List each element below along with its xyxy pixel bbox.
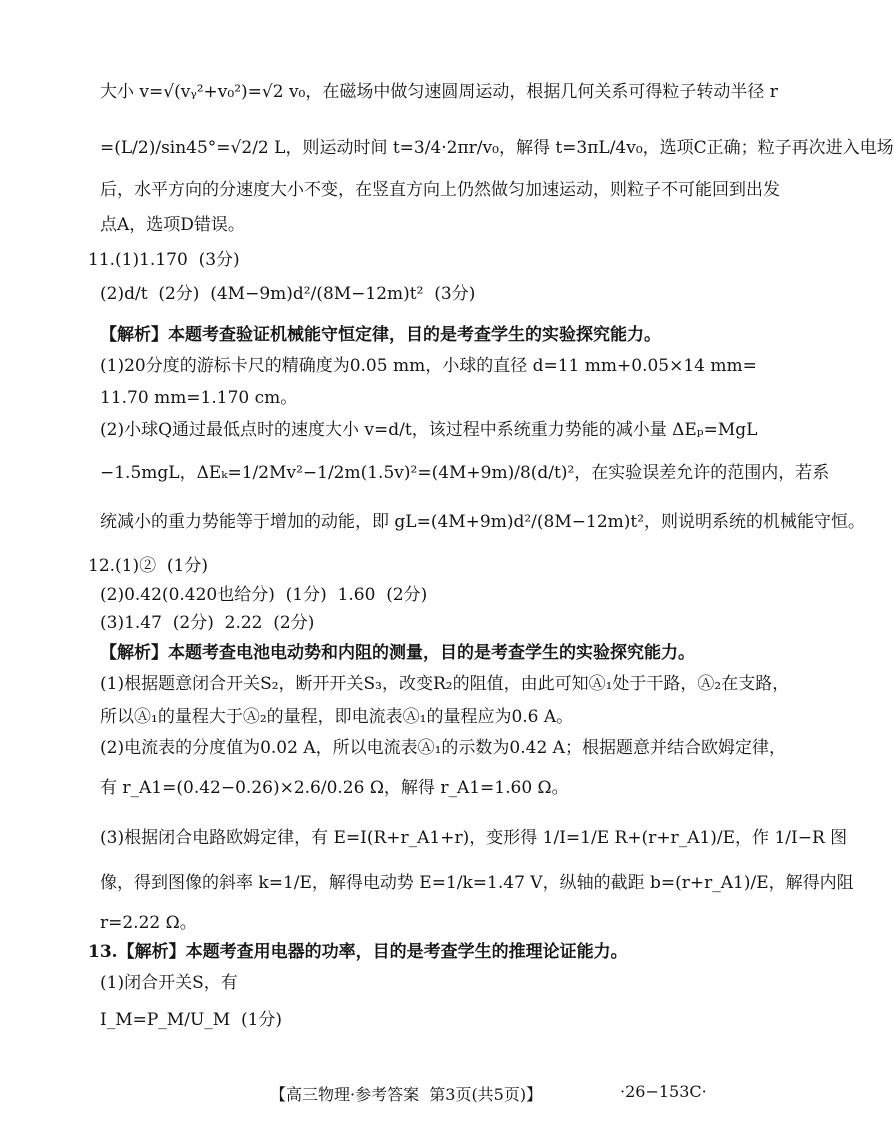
line-18: 所以Ⓐ₁的量程大于Ⓐ₂的量程，即电流表Ⓐ₁的量程应为0.6 A。: [100, 707, 574, 727]
line-4: 点A，选项D错误。: [100, 215, 245, 235]
line-23: r=2.22 Ω。: [100, 913, 197, 933]
line-19: (2)电流表的分度值为0.02 A，所以电流表Ⓐ₁的示数为0.42 A；根据题意并结合欧姆定律，: [100, 738, 786, 758]
line-9: 11.70 mm=1.170 cm。: [100, 388, 298, 408]
line-26: I_M=P_M/U_M (1分): [100, 1010, 283, 1030]
line-12: 统减小的重力势能等于增加的动能，即 gL=(4M+9m)d²/(8M−12m)t²，则说明系统的机械能守恒。: [100, 512, 866, 532]
q12-answer-1: 12.(1)② (1分): [88, 556, 209, 576]
page-footer-title: 【高三物理·参考答案 第3页(共5页)】: [270, 1085, 543, 1104]
line-2: =(L/2)/sin45°=√2/2 L，则运动时间 t=3/4·2πr/v₀，解得 t=3πL/4v₀，选项C正确；粒子再次进入电场: [100, 138, 894, 158]
line-21: (3)根据闭合电路欧姆定律，有 E=I(R+r_A1+r)，变形得 1/I=1/E R+(r+r_A1)/E，作 1/I−R 图: [100, 828, 848, 848]
q12-analysis-heading: 【解析】本题考查电池电动势和内阻的测量，目的是考查学生的实验探究能力。: [100, 643, 695, 663]
line-22: 像，得到图像的斜率 k=1/E，解得电动势 E=1/k=1.47 V，纵轴的截距 b=(r+r_A1)/E，解得内阻: [100, 873, 854, 893]
line-8: (1)20分度的游标卡尺的精确度为0.05 mm，小球的直径 d=11 mm+0.05×14 mm=: [100, 356, 757, 376]
q12-answer-3: (3)1.47 (2分) 2.22 (2分): [100, 613, 315, 633]
line-1: 大小 v=√(vᵧ²+v₀²)=√2 v₀，在磁场中做匀速圆周运动，根据几何关系可得粒子转动半径 r: [100, 82, 778, 102]
q12-answer-2: (2)0.42(0.420也给分) (1分) 1.60 (2分): [100, 585, 428, 605]
q11-analysis-heading: 【解析】本题考查验证机械能守恒定律，目的是考查学生的实验探究能力。: [100, 325, 661, 345]
q11-answer-1: 11.(1)1.170 (3分): [88, 250, 240, 270]
q11-answer-2: (2)d/t (2分) (4M−9m)d²/(8M−12m)t² (3分): [100, 284, 476, 304]
line-17: (1)根据题意闭合开关S₂，断开开关S₃，改变R₂的阻值，由此可知Ⓐ₁处于干路，Ⓐ₂在支路，: [100, 674, 790, 694]
line-10: (2)小球Q通过最低点时的速度大小 v=d/t，该过程中系统重力势能的减小量 ΔEₚ=MgL: [100, 420, 758, 440]
line-11: −1.5mgL，ΔEₖ=1/2Mv²−1/2m(1.5v)²=(4M+9m)/8(d/t)²，在实验误差允许的范围内，若系: [100, 463, 830, 483]
page-footer-code: ·26−153C·: [620, 1082, 707, 1101]
line-25: (1)闭合开关S，有: [100, 973, 238, 993]
line-20: 有 r_A1=(0.42−0.26)×2.6/0.26 Ω，解得 r_A1=1.60 Ω。: [100, 778, 569, 798]
q13-analysis-heading: 13.【解析】本题考查用电器的功率，目的是考查学生的推理论证能力。: [88, 942, 628, 962]
line-3: 后，水平方向的分速度大小不变，在竖直方向上仍然做匀加速运动，则粒子不可能回到出发: [100, 180, 780, 200]
